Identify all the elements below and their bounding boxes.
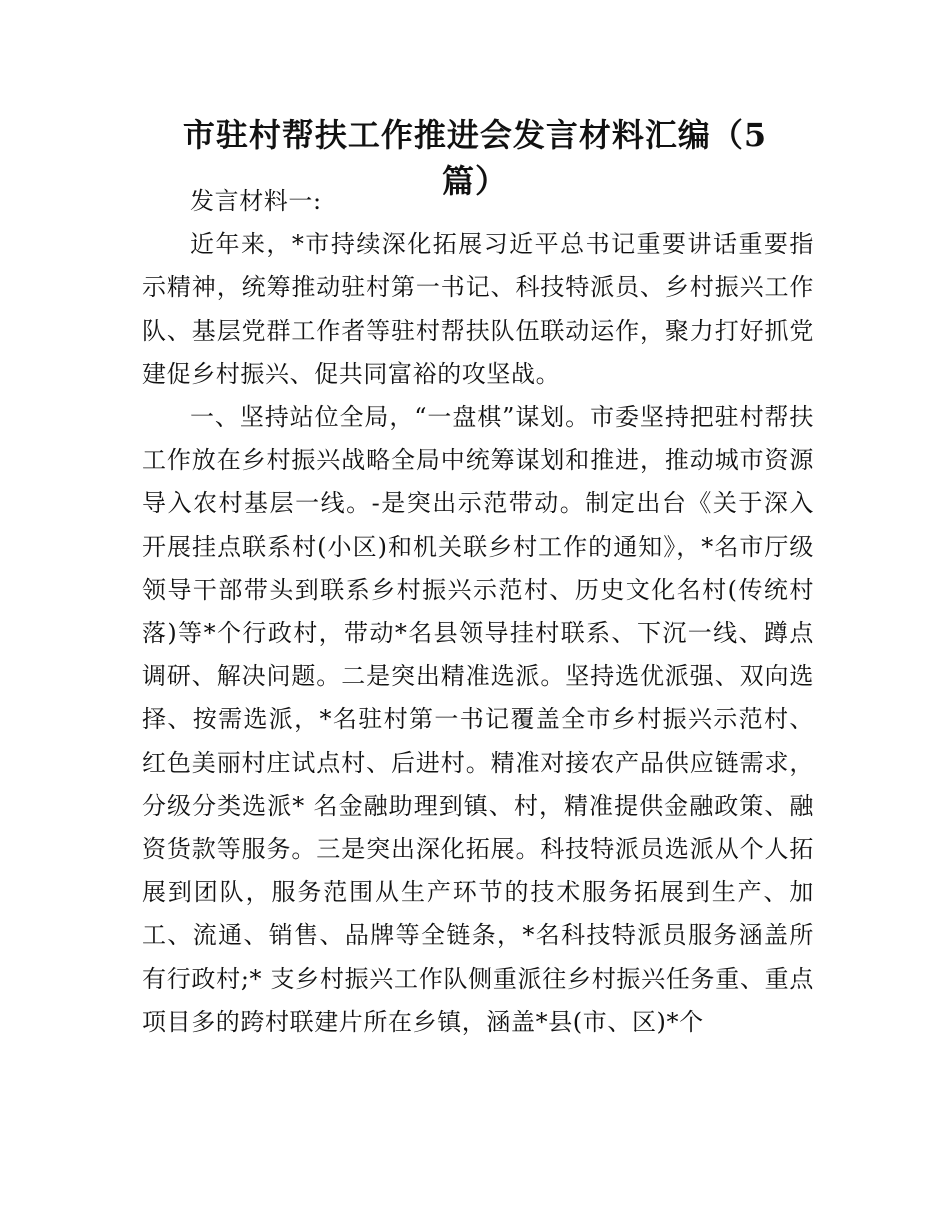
- paragraph-section-1: 一、坚持站位全局，“一盘棋”谋划。市委坚持把驻村帮扶工作放在乡村振兴战略全局中统筹谋划和推进，推动城市资源导入农村基层一线。-是突出示范带动。制定出台《关于深入开展挂点联系村(小区)和机关联乡村工作的通知》，*名市厅级领导干部带头到联系乡村振兴示范村、历史文化名村(传统村落)等*个行政村，带动*名县领导挂村联系、下沉一线、蹲点调研、解决问题。二是突出精准选派。坚持选优派强、双向选择、按需选派，*名驻村第一书记覆盖全市乡村振兴示范村、红色美丽村庄试点村、后进村。精准对接农产品供应链需求，分级分类选派* 名金融助理到镇、村，精准提供金融政策、融资货款等服务。三是突出深化拓展。科技特派员选派从个人拓展到团队，服务范围从生产环节的技术服务拓展到生产、加工、流通、销售、品牌等全链条，*名科技特派员服务涵盖所有行政村;* 支乡村振兴工作队侧重派往乡村振兴任务重、重点项目多的跨村联建片所在乡镇，涵盖*县(市、区)*个: [142, 403, 814, 1036]
- paragraph-intro: 近年来，*市持续深化拓展习近平总书记重要讲话重要指示精神，统筹推动驻村第一书记、科技特派员、乡村振兴工作队、基层党群工作者等驻村帮扶队伍联动运作，聚力打好抓党建促乡村振兴、促共同富裕的攻坚战。: [142, 230, 814, 388]
- document-body: [142, 180, 814, 1044]
- paragraph-heading: 发言材料一:: [190, 187, 322, 215]
- title-line-2: 篇）: [441, 162, 508, 200]
- title-line-1: 市驻村帮扶工作推进会发言材料汇编（5: [182, 116, 768, 154]
